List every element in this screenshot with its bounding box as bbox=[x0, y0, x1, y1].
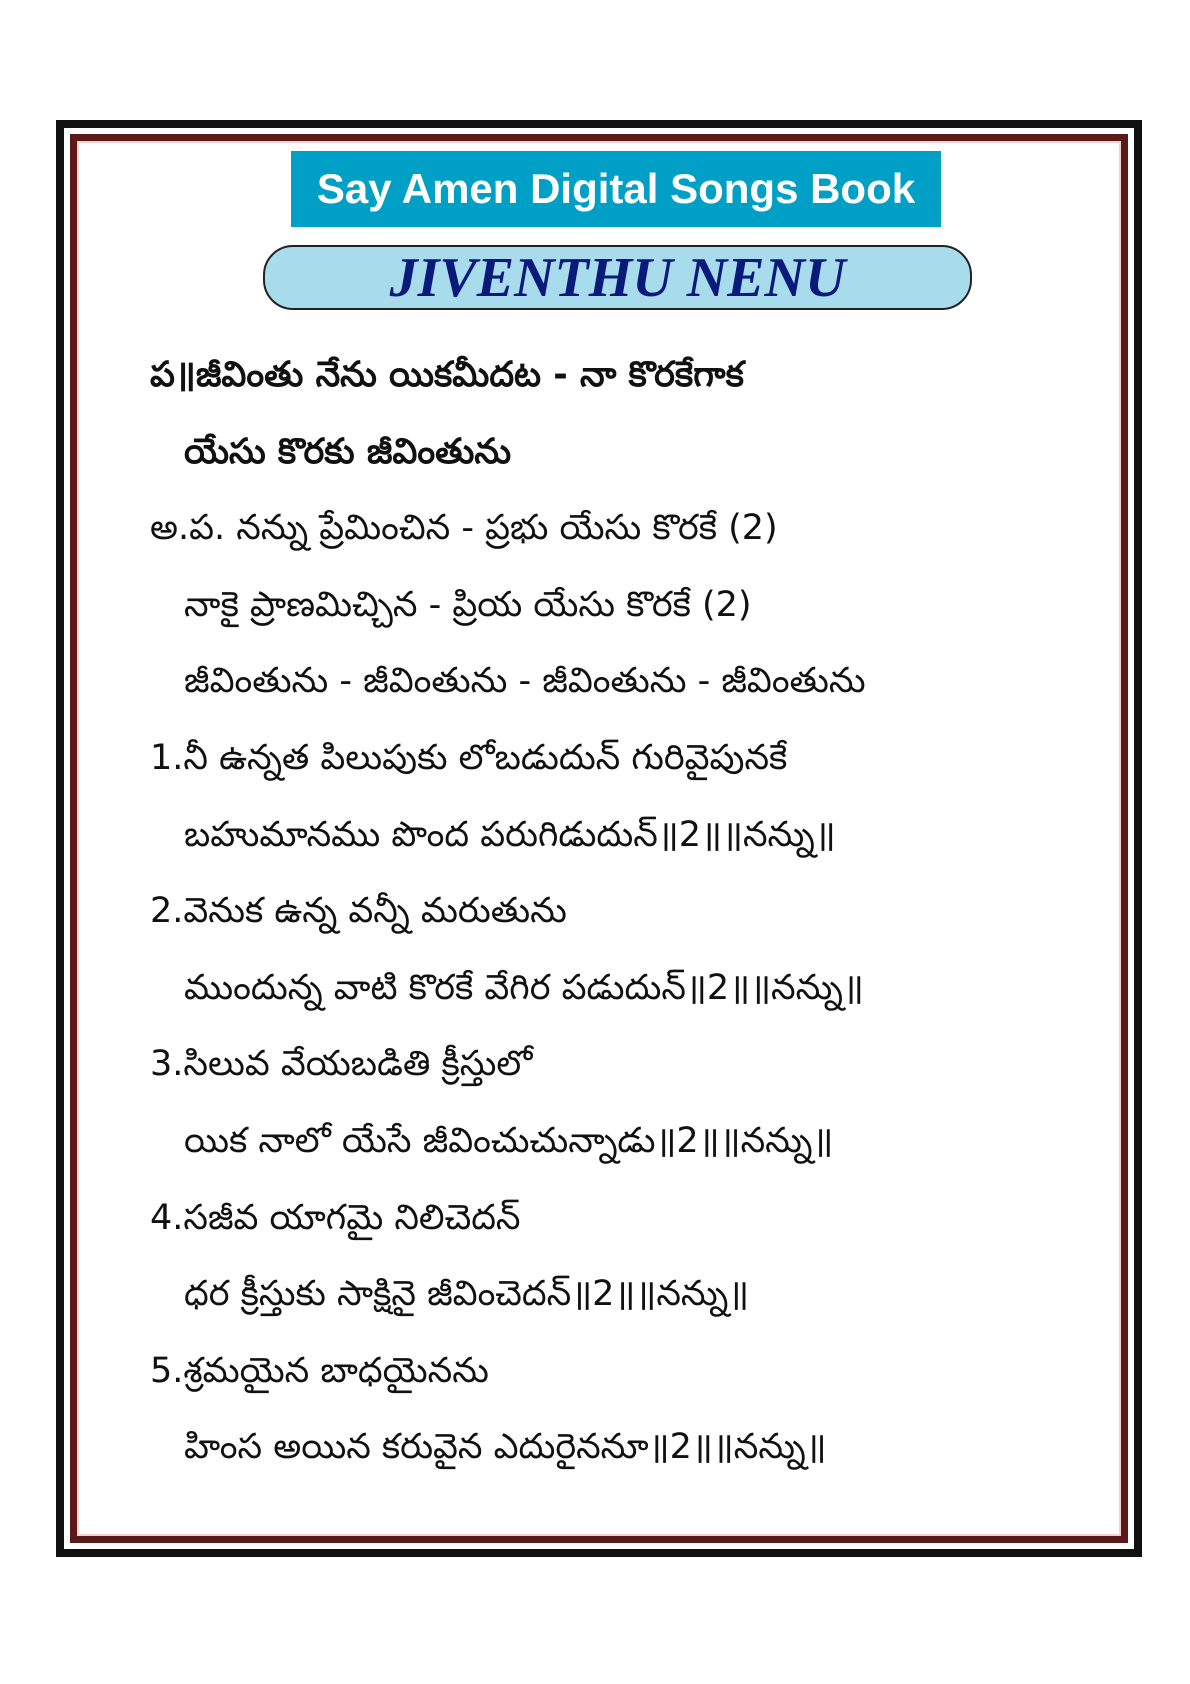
lyric-line: నాకై ప్రాణమిచ్చిన - ప్రియ యేసు కొరకే (2) bbox=[184, 584, 752, 625]
lyric-line: 2.వెనుక ఉన్న వన్నీ మరుతును bbox=[150, 891, 567, 932]
lyric-line: హింస అయిన కరువైన ఎదురైననూ॥2॥॥నన్ను॥ bbox=[184, 1427, 827, 1468]
lyric-line: ముందున్న వాటి కొరకే వేగిర పడుదున్॥2॥॥నన్ను॥ bbox=[184, 967, 864, 1008]
lyric-line: 3.సిలువ వేయబడితి క్రీస్తులో bbox=[150, 1044, 533, 1085]
lyric-line: బహుమానము పొంద పరుగిడుదున్॥2॥॥నన్ను॥ bbox=[184, 814, 836, 855]
lyric-line: ప॥జీవింతు నేను యికమీదట - నా కొరకేగాక bbox=[150, 355, 744, 395]
lyric-line: జీవింతును - జీవింతును - జీవింతును - జీవింతును bbox=[184, 661, 866, 702]
lyric-line: ధర క్రీస్తుకు సాక్షినై జీవించెదన్॥2॥॥నన్ను॥ bbox=[184, 1274, 750, 1315]
song-title: JIVENTHU NENU bbox=[263, 245, 972, 310]
lyric-line: యేసు కొరకు జీవింతును bbox=[184, 431, 512, 472]
lyrics bbox=[150, 345, 1080, 1494]
lyric-line: యిక నాలో యేసే జీవించుచున్నాడు॥2॥॥నన్ను॥ bbox=[184, 1120, 834, 1161]
songbook-banner: Say Amen Digital Songs Book bbox=[291, 151, 941, 227]
lyric-line: 1.నీ ఉన్నత పిలుపుకు లోబడుదున్ గురివైపునకే bbox=[150, 737, 788, 778]
lyric-line: 5.శ్రమయైన బాధయైనను bbox=[150, 1350, 489, 1391]
lyric-line: 4.సజీవ యాగమై నిలిచెదన్ bbox=[150, 1197, 521, 1238]
lyric-line: అ.ప. నన్ను ప్రేమించిన - ప్రభు యేసు కొరకే (2) bbox=[150, 508, 778, 549]
